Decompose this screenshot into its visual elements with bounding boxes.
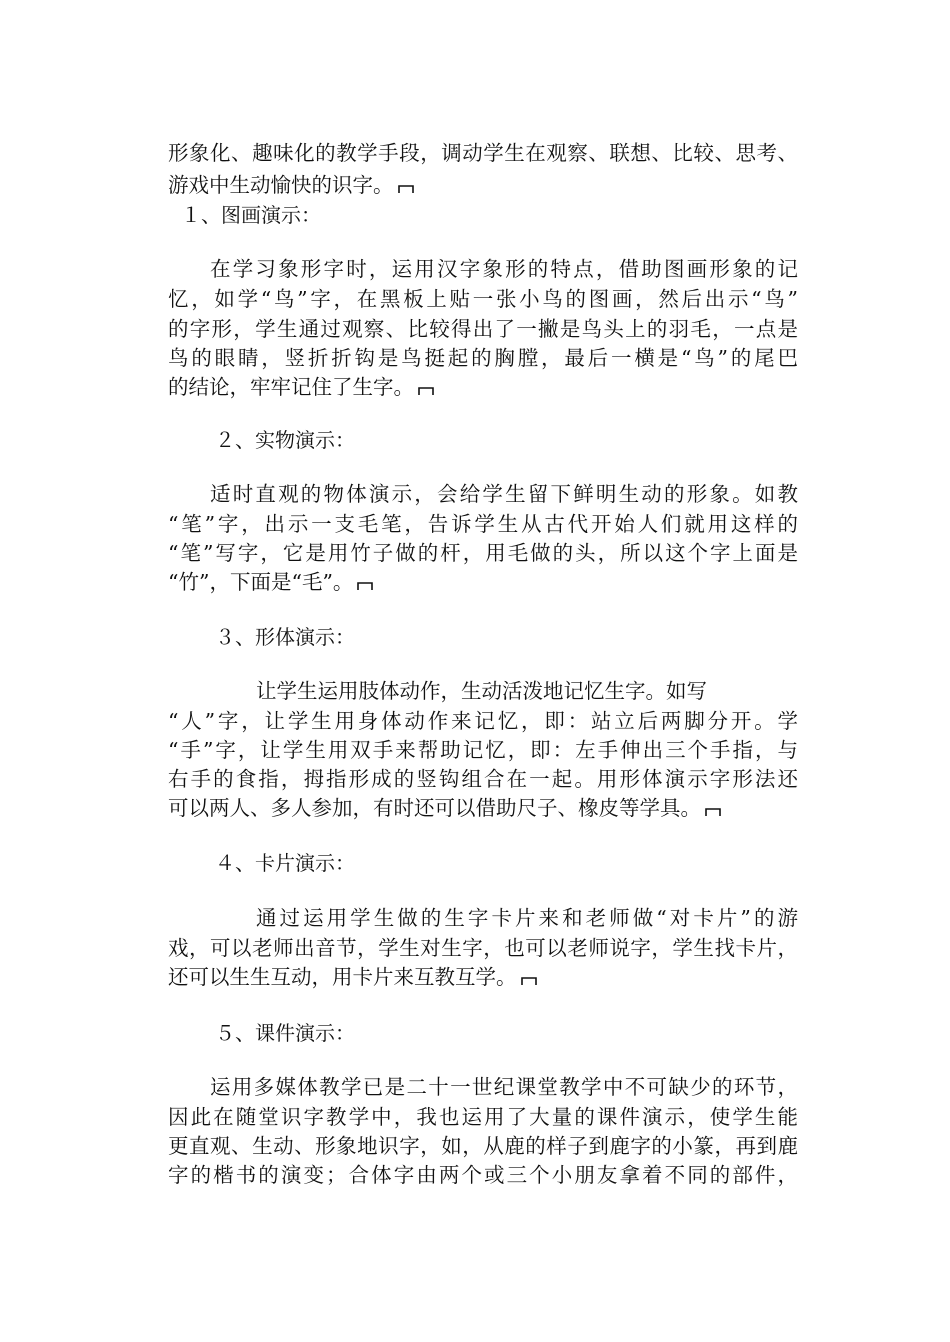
section-4-line-3-text: 还可以生生互动，用卡片来互教互学。 <box>168 965 517 989</box>
section-1-line-3: 的字形，学生通过观察、比较得出了一撇是鸟头上的羽毛，一点是 <box>168 317 798 341</box>
section-heading-1: １、图画演示： <box>181 203 321 227</box>
section-heading-2: ２、实物演示： <box>215 428 355 452</box>
section-3-line-3: “手”字，让学生用双手来帮助记忆，即：左手伸出三个手指，与 <box>168 738 798 762</box>
section-2-line-2: “笔”字，出示一支毛笔，告诉学生从古代开始人们就用这样的 <box>168 512 798 536</box>
paragraph-mark-icon <box>398 184 414 194</box>
section-2-line-1: 适时直观的物体演示，会给学生留下鲜明生动的形象。如教 <box>210 482 798 506</box>
intro-line-1: 形象化、趣味化的教学手段，调动学生在观察、联想、比较、思考、 <box>168 141 798 165</box>
section-1-line-5 <box>168 372 798 402</box>
section-4-line-1: 通过运用学生做的生字卡片来和老师做“对卡片”的游 <box>256 906 798 930</box>
section-3-line-5-text: 可以两人、多人参加，有时还可以借助尺子、橡皮等学具。 <box>168 796 701 820</box>
paragraph-mark-icon <box>705 807 721 817</box>
section-heading-5: ５、课件演示： <box>215 1021 355 1045</box>
paragraph-mark-icon <box>521 976 537 986</box>
section-2-line-4-text: “竹”，下面是“毛”。 <box>168 570 354 594</box>
section-1-line-4: 鸟的眼睛，竖折折钩是鸟挺起的胸膛，最后一横是“鸟”的尾巴 <box>168 346 798 370</box>
section-1-line-2: 忆，如学“鸟”字，在黑板上贴一张小鸟的图画，然后出示“鸟” <box>168 287 798 311</box>
section-3-line-2: “人”字，让学生用身体动作来记忆，即：站立后两脚分开。学 <box>168 709 798 733</box>
section-3-line-1: 让学生运用肢体动作，生动活泼地记忆生字。如写 <box>256 679 707 703</box>
section-4-line-3 <box>168 962 798 992</box>
paragraph-mark-icon <box>418 386 434 396</box>
paragraph-mark-icon <box>357 581 373 591</box>
section-1-line-1: 在学习象形字时，运用汉字象形的特点，借助图画形象的记 <box>210 257 798 281</box>
section-5-line-2: 因此在随堂识字教学中，我也运用了大量的课件演示，使学生能 <box>168 1105 798 1129</box>
section-5-line-3: 更直观、生动、形象地识字，如，从鹿的样子到鹿字的小篆，再到鹿 <box>168 1134 798 1158</box>
section-heading-4: ４、卡片演示： <box>215 851 355 875</box>
section-3-line-5 <box>168 793 798 823</box>
intro-line-2-text: 游戏中生动愉快的识字。 <box>168 173 394 197</box>
section-5-line-4: 字的楷书的演变；合体字由两个或三个小朋友拿着不同的部件， <box>168 1163 798 1187</box>
section-2-line-3: “笔”写字，它是用竹子做的杆，用毛做的头，所以这个字上面是 <box>168 541 798 565</box>
section-2-line-4 <box>168 567 798 597</box>
intro-line-2 <box>168 170 798 200</box>
section-3-line-4: 右手的食指，拇指形成的竖钩组合在一起。用形体演示字形法还 <box>168 767 798 791</box>
section-1-line-5-text: 的结论，牢牢记住了生字。 <box>168 375 414 399</box>
section-4-line-2: 戏，可以老师出音节，学生对生字，也可以老师说字，学生找卡片， <box>168 936 798 960</box>
section-heading-3: ３、形体演示： <box>215 625 355 649</box>
section-5-line-1: 运用多媒体教学已是二十一世纪课堂教学中不可缺少的环节， <box>210 1075 798 1099</box>
